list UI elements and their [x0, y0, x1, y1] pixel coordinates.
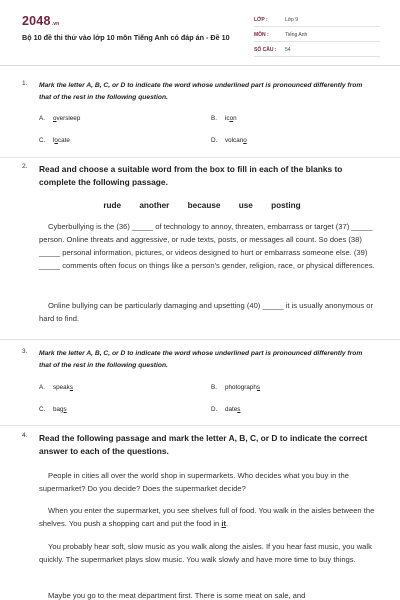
- option-letter: B.: [211, 384, 217, 391]
- option-c[interactable]: [39, 406, 67, 413]
- option-b[interactable]: [211, 115, 237, 122]
- option-word-pre: l: [53, 137, 55, 144]
- meta-class-label: LỚP :: [254, 17, 268, 23]
- paragraph-text: Cyberbullying is the (36) _____ of technology to annoy, threaten, embarrass or target (37) _____ person. Online threats and aggressive, or rude texts, posts, or messages all count. So does (38) _____ personal information, pictures, or videos designed to hurt or embarrass someone else. (39) _____ comments often focus on things like a person's gender, religion, race, or physical differences.: [39, 222, 375, 270]
- option-underlined: s: [69, 384, 73, 391]
- option-underlined: s: [237, 406, 241, 413]
- option-d[interactable]: [211, 137, 247, 144]
- option-word-post: versleep: [56, 115, 81, 122]
- passage-paragraph: [39, 469, 375, 495]
- option-letter: A.: [39, 384, 45, 391]
- meta-class-row: [254, 14, 380, 27]
- option-word-pre: speak: [53, 384, 70, 391]
- option-underlined: s: [256, 384, 261, 391]
- document-title: Bộ 10 đề thi thử vào lớp 10 môn Tiếng Anh có đáp án - Đề 10: [22, 33, 230, 42]
- question-number: 3.: [22, 348, 28, 355]
- passage-paragraph: [39, 540, 375, 566]
- paragraph-text: Online bullying can be particularly damaging and upsetting (40) _____ it is usually anonymous or hard to find.: [39, 301, 374, 323]
- site-logo[interactable]: [22, 14, 59, 28]
- option-letter: B.: [211, 115, 217, 122]
- option-word-post: cate: [57, 137, 70, 144]
- option-underlined: o: [54, 137, 58, 144]
- option-letter: A.: [39, 115, 45, 122]
- underlined-word: it: [221, 519, 227, 528]
- option-b[interactable]: [211, 384, 260, 391]
- option-d[interactable]: [211, 406, 240, 413]
- meta-class-value: Lớp 9: [285, 17, 299, 23]
- passage-paragraph: [39, 299, 375, 325]
- word-box-item: posting: [271, 201, 301, 210]
- meta-count-label: SỐ CÂU :: [254, 47, 277, 53]
- option-a[interactable]: [39, 384, 73, 391]
- option-letter: C.: [39, 137, 46, 144]
- question-text: Mark the letter A, B, C, or D to indicate the word whose underlined part is pronounced differently from that of the rest in the following question.: [39, 350, 363, 369]
- option-underlined: s: [63, 406, 67, 413]
- meta-subject-row: [254, 29, 380, 42]
- paragraph-text: People in cities all over the world shop in supermarkets. Who decides what you buy in the supermarket? Do you decide? Does the supermarket decide?: [39, 471, 349, 493]
- option-letter: C.: [39, 406, 46, 413]
- question-1: [22, 80, 382, 152]
- meta-count-value: 54: [285, 47, 291, 53]
- option-word-pre: date: [225, 406, 238, 413]
- question-text: Read and choose a suitable word from the box to fill in each of the blanks to complete the following passage.: [39, 164, 343, 187]
- word-box-item: use: [238, 201, 253, 210]
- option-word-pre: ic: [225, 115, 230, 122]
- question-3: [22, 348, 382, 420]
- paragraph-text: When you enter the supermarket, you see shelves full of food. You walk in the aisles between the shelves. You push a shopping cart and put the food in: [39, 506, 375, 528]
- option-word-pre: volcan: [225, 137, 244, 144]
- word-box-item: because: [187, 201, 221, 210]
- option-word-pre: bag: [53, 406, 64, 413]
- option-underlined: o: [229, 115, 234, 122]
- option-word-post: n: [233, 115, 237, 122]
- option-word-pre: photograph: [225, 384, 257, 391]
- document-header: [0, 0, 400, 66]
- word-box-item: rude: [103, 201, 122, 210]
- question-2: [22, 163, 382, 343]
- option-c[interactable]: [39, 137, 70, 144]
- question-number: 1.: [22, 80, 28, 87]
- question-number: 4.: [22, 432, 28, 439]
- option-letter: D.: [211, 406, 218, 413]
- option-underlined: o: [243, 137, 247, 144]
- divider: [0, 339, 400, 340]
- option-underlined: o: [53, 115, 57, 122]
- passage-paragraph: [39, 589, 375, 600]
- paragraph-text-end: .: [226, 519, 229, 528]
- meta-subject-label: MÔN :: [254, 32, 269, 38]
- question-text: Read the following passage and mark the letter A, B, C, or D to indicate the correct answer to each of the questions.: [39, 433, 368, 456]
- question-number: 2.: [22, 163, 28, 170]
- meta-subject-value: Tiếng Anh: [285, 32, 308, 38]
- meta-count-row: [254, 44, 380, 57]
- option-a[interactable]: [39, 115, 80, 122]
- logo-sub: .vn: [51, 21, 60, 27]
- passage-paragraph: [39, 220, 375, 272]
- option-letter: D.: [211, 137, 218, 144]
- question-text: Mark the letter A, B, C, or D to indicate the word whose underlined part is pronounced differently from that of the rest in the following question.: [39, 82, 363, 101]
- passage-paragraph: [39, 504, 375, 530]
- paragraph-text: You probably hear soft, slow music as you walk along the aisles. If you hear fast music, you walk quickly. The supermarket plays slow music. You walk slowly and have more time to buy things.: [39, 542, 372, 564]
- divider: [0, 425, 400, 426]
- paragraph-text: Maybe you go to the meat department first. There is some meat on sale, and: [48, 591, 306, 600]
- logo-main: 2048: [22, 14, 51, 28]
- divider: [0, 157, 400, 158]
- question-4: [22, 432, 382, 600]
- word-box: [22, 201, 382, 210]
- word-box-item: another: [139, 201, 170, 210]
